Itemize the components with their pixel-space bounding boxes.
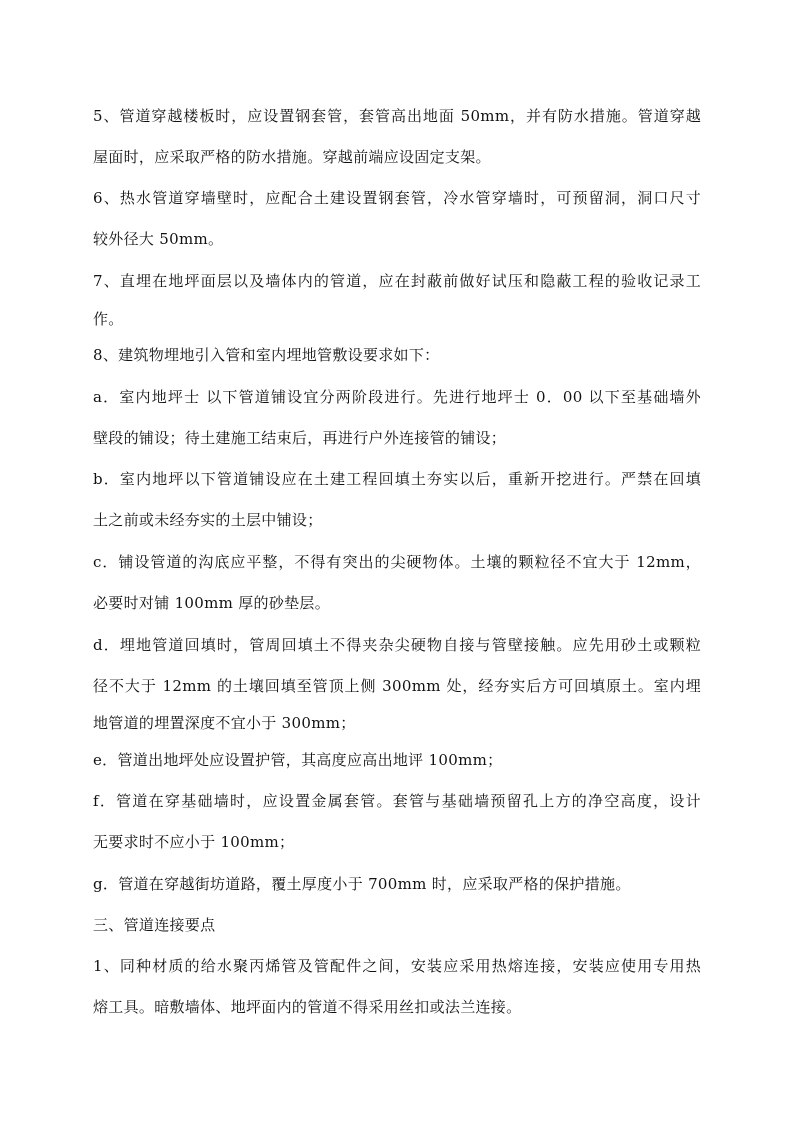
text-line: c．铺设管道的沟底应平整，不得有突出的尖硬物体。土壤的颗粒径不宜大于 12mm，	[93, 553, 701, 571]
text-line: 作。	[93, 310, 124, 328]
text-line: e．管道出地坪处应设置护管，其高度应高出地评 100mm；	[93, 751, 503, 769]
text-line: 1、同种材质的给水聚丙烯管及管配件之间，安装应采用热熔连接，安装应使用专用热	[93, 957, 701, 975]
text-line: 7、直埋在地坪面层以及墙体内的管道，应在封蔽前做好试压和隐蔽工程的验收记录工	[93, 272, 701, 290]
text-line: a．室内地坪士 以下管道铺设宜分两阶段进行。先进行地坪士 0．00 以下至基础墙外	[93, 388, 701, 406]
text-line: 8、建筑物埋地引入管和室内埋地管敷设要求如下：	[93, 346, 440, 364]
text-line: 熔工具。暗敷墙体、地坪面内的管道不得采用丝扣或法兰连接。	[93, 998, 522, 1016]
text-line: 土之前或未经夯实的土层中铺设；	[93, 511, 323, 529]
text-line: 6、热水管道穿墙壁时，应配合土建设置钢套管，冷水管穿墙时，可预留洞，洞口尺寸	[93, 189, 701, 207]
text-line: 壁段的铺设；待土建施工结束后，再进行户外连接管的铺设；	[93, 429, 507, 447]
section-heading: 三、管道连接要点	[93, 916, 216, 934]
text-line: 径不大于 12mm 的土壤回填至管顶上侧 300mm 处，经夯实后方可回填原土。室内埋	[93, 677, 701, 695]
text-line: 地管道的埋置深度不宜小于 300mm；	[93, 714, 356, 732]
text-line: 屋面时，应采取严格的防水措施。穿越前端应设固定支架。	[93, 148, 491, 166]
text-line: f．管道在穿基础墙时，应设置金属套管。套管与基础墙预留孔上方的净空高度，设计	[93, 792, 701, 810]
text-line: 5、管道穿越楼板时，应设置钢套管，套管高出地面 50mm，并有防水措施。管道穿越	[93, 107, 701, 125]
text-line: d．埋地管道回填时，管周回填土不得夹杂尖硬物自接与管壁接触。应先用砂土或颗粒	[93, 636, 701, 654]
text-line: 无要求时不应小于 100mm；	[93, 833, 295, 851]
text-line: b．室内地坪以下管道铺设应在土建工程回填土夯实以后，重新开挖进行。严禁在回填	[93, 470, 701, 488]
text-line: 必要时对铺 100mm 厚的砂垫层。	[93, 594, 331, 612]
text-line: g．管道在穿越街坊道路，覆土厚度小于 700mm 时，应采取严格的保护措施。	[93, 875, 631, 893]
text-line: 较外径大 50mm。	[93, 230, 224, 248]
